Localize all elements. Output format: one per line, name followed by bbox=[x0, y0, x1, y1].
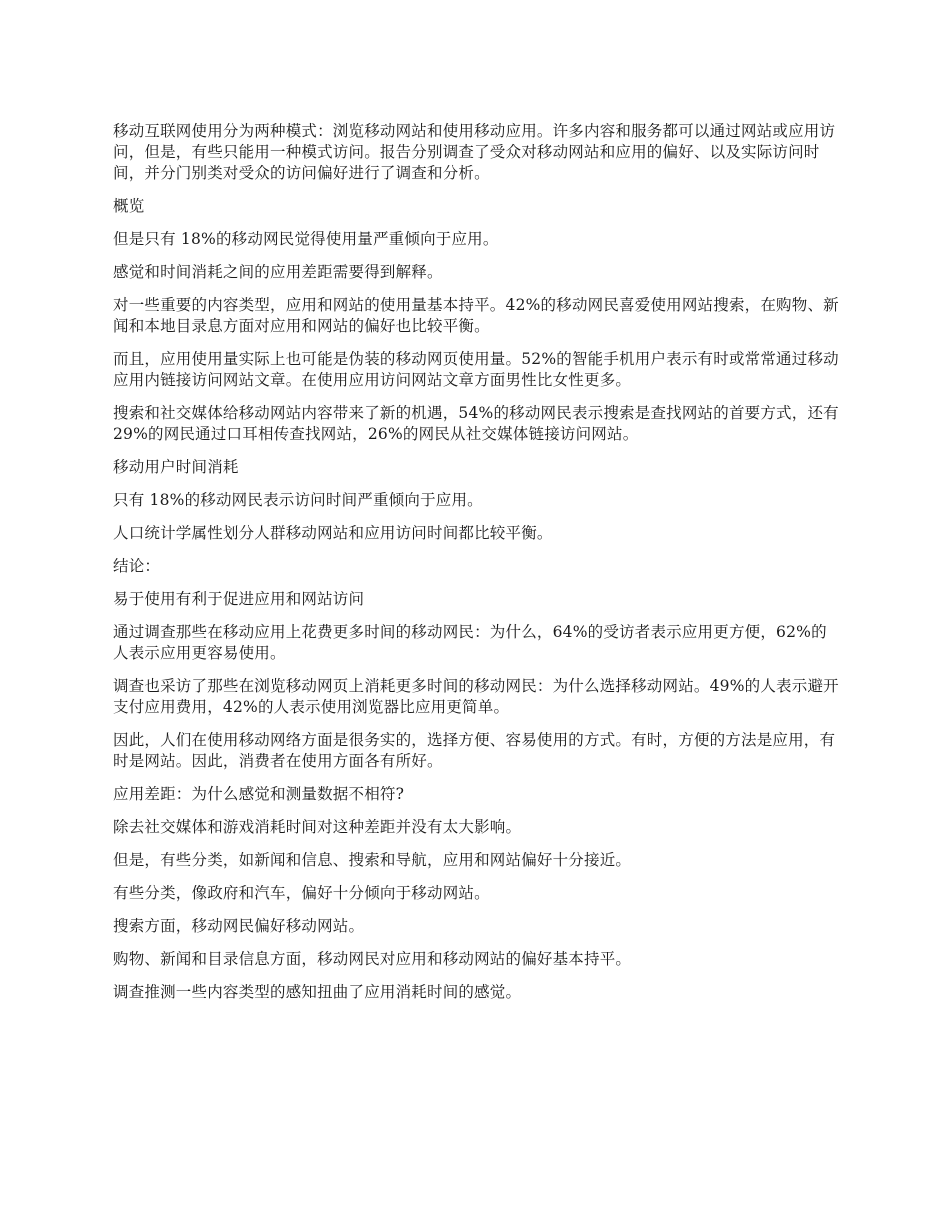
section-heading-conclusion: 结论： bbox=[113, 557, 161, 575]
paragraph: 有些分类，像政府和汽车，偏好十分倾向于移动网站。 bbox=[113, 884, 490, 902]
section-heading-overview: 概览 bbox=[113, 197, 145, 215]
paragraph: 而且，应用使用量实际上也可能是伪装的移动网页使用量。52%的智能手机用户表示有时或常常通过移动应用内链接访问网站文章。在使用应用访问网站文章方面男性比女性更多。 bbox=[113, 350, 839, 389]
section-heading-time-consumption: 移动用户时间消耗 bbox=[113, 458, 239, 476]
document-body bbox=[113, 121, 840, 1015]
paragraph: 调查推测一些内容类型的感知扭曲了应用消耗时间的感觉。 bbox=[113, 983, 522, 1001]
paragraph: 购物、新闻和目录信息方面，移动网民对应用和移动网站的偏好基本持平。 bbox=[113, 950, 632, 968]
paragraph: 但是只有 18%的移动网民觉得使用量严重倾向于应用。 bbox=[113, 230, 499, 248]
subheading-ease-of-use: 易于使用有利于促进应用和网站访问 bbox=[113, 590, 365, 608]
paragraph: 人口统计学属性划分人群移动网站和应用访问时间都比较平衡。 bbox=[113, 524, 553, 542]
paragraph: 对一些重要的内容类型，应用和网站的使用量基本持平。42%的移动网民喜爱使用网站搜索，在购物、新闻和本地目录息方面对应用和网站的偏好也比较平衡。 bbox=[113, 296, 839, 335]
paragraph: 感觉和时间消耗之间的应用差距需要得到解释。 bbox=[113, 263, 443, 281]
paragraph: 搜索和社交媒体给移动网站内容带来了新的机遇，54%的移动网民表示搜索是查找网站的首要方式，还有 29%的网民通过口耳相传查找网站，26%的网民从社交媒体链接访问网站。 bbox=[113, 404, 839, 443]
paragraph: 因此，人们在使用移动网络方面是很务实的，选择方便、容易使用的方式。有时，方便的方法是应用，有时是网站。因此，消费者在使用方面各有所好。 bbox=[113, 731, 836, 770]
subheading-app-gap: 应用差距：为什么感觉和测量数据不相符? bbox=[113, 785, 405, 803]
paragraph: 但是，有些分类，如新闻和信息、搜索和导航，应用和网站偏好十分接近。 bbox=[113, 851, 632, 869]
intro-paragraph: 移动互联网使用分为两种模式：浏览移动网站和使用移动应用。许多内容和服务都可以通过网站或应用访问，但是，有些只能用一种模式访问。报告分别调查了受众对移动网站和应用的偏好、以及实际访问时间，并分门别类对受众的访问偏好进行了调查和分析。 bbox=[113, 122, 836, 182]
paragraph: 除去社交媒体和游戏消耗时间对这种差距并没有太大影响。 bbox=[113, 818, 522, 836]
paragraph: 搜索方面，移动网民偏好移动网站。 bbox=[113, 917, 365, 935]
paragraph: 通过调查那些在移动应用上花费更多时间的移动网民：为什么，64%的受访者表示应用更方便，62%的人表示应用更容易使用。 bbox=[113, 623, 827, 662]
paragraph: 只有 18%的移动网民表示访问时间严重倾向于应用。 bbox=[113, 491, 483, 509]
paragraph: 调查也采访了那些在浏览移动网页上消耗更多时间的移动网民：为什么选择移动网站。49%的人表示避开支付应用费用，42%的人表示使用浏览器比应用更简单。 bbox=[113, 677, 839, 716]
